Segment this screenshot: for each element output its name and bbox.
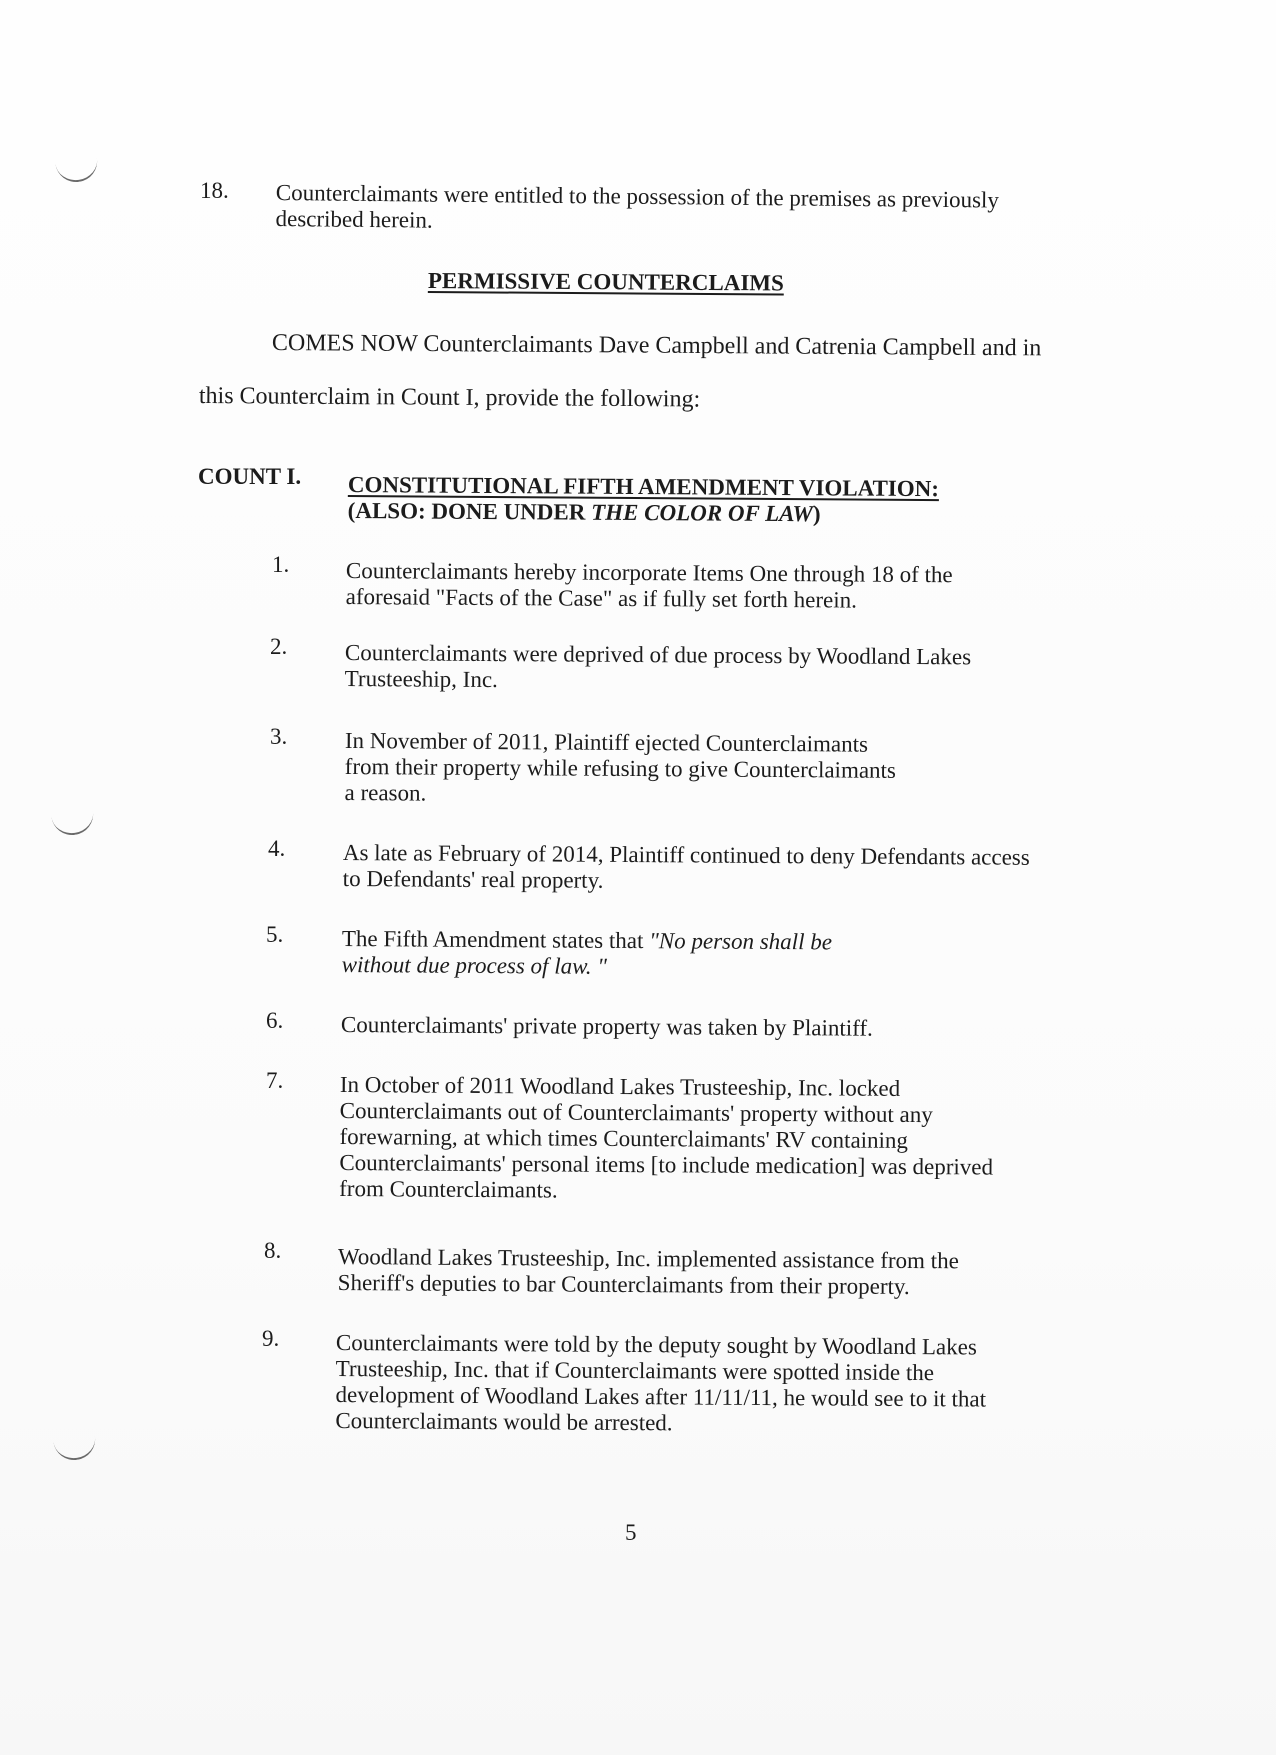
item-4-text bbox=[343, 840, 1030, 897]
item-3-line-1: In November of 2011, Plaintiff ejected Counterclaimants bbox=[344, 728, 869, 757]
item-9-line-2: Trusteeship, Inc. that if Counterclaimants were spotted inside the bbox=[335, 1355, 935, 1386]
item-2-line-1: Counterclaimants were deprived of due process by Woodland Lakes bbox=[344, 640, 972, 670]
item-5-quote-line-2: without due process of law. " bbox=[341, 951, 608, 979]
item-3-line-2: from their property while refusing to give Counterclaimants bbox=[344, 753, 897, 783]
item-5-prefix: The Fifth Amendment states that bbox=[341, 926, 650, 954]
item-3-text bbox=[344, 728, 896, 810]
item-9-line-4: Counterclaimants would be arrested. bbox=[335, 1407, 673, 1436]
intro-line-2: this Counterclaim in Count I, provide the following: bbox=[198, 383, 701, 413]
item-5-number: 5. bbox=[266, 922, 284, 947]
item-7-line-3: forewarning, at which times Counterclaimants' RV containing bbox=[339, 1123, 909, 1153]
item-7-line-2: Counterclaimants out of Counterclaimants' property without any bbox=[339, 1097, 933, 1128]
count-title-prefix: (ALSO: DONE UNDER bbox=[347, 497, 592, 525]
item-6-text bbox=[341, 1012, 873, 1042]
item-2-number: 2. bbox=[270, 634, 288, 659]
item-2-text bbox=[345, 640, 972, 696]
item-7-line-5: from Counterclaimants. bbox=[339, 1175, 558, 1203]
item-8-line-2: Sheriff's deputies to bar Counterclaimants from their property. bbox=[337, 1269, 910, 1299]
intro-line-1: COMES NOW Counterclaimants Dave Campbell and Catrenia Campbell and in bbox=[271, 330, 1042, 362]
item-3-line-3: a reason. bbox=[344, 779, 427, 806]
item-3-number: 3. bbox=[270, 724, 288, 749]
count-label: COUNT I. bbox=[198, 464, 302, 489]
item-8-number: 8. bbox=[264, 1238, 282, 1263]
item-1-line-1: Counterclaimants hereby incorporate Items One through 18 of the bbox=[345, 558, 953, 588]
item-18-line-1: Counterclaimants were entitled to the possession of the premises as previously bbox=[275, 180, 1000, 213]
item-4-number: 4. bbox=[268, 836, 286, 861]
item-7-line-1: In October of 2011 Woodland Lakes Trusteeship, Inc. locked bbox=[339, 1072, 901, 1101]
item-8-text bbox=[338, 1244, 959, 1300]
count-title-italic: THE COLOR OF LAW bbox=[591, 499, 813, 527]
item-9-line-1: Counterclaimants were told by the deputy sought by Woodland Lakes bbox=[335, 1330, 977, 1360]
item-7-line-4: Counterclaimants' personal items [to include medication] was deprived bbox=[339, 1149, 994, 1180]
item-2-line-2: Trusteeship, Inc. bbox=[344, 665, 498, 693]
item-18-text bbox=[275, 180, 999, 240]
item-5-text bbox=[342, 926, 832, 981]
item-7-number: 7. bbox=[266, 1068, 284, 1093]
count-title-line-2 bbox=[348, 498, 939, 528]
count-title-suffix: ) bbox=[812, 501, 821, 527]
item-1-line-2: aforesaid "Facts of the Case" as if fully set forth herein. bbox=[345, 583, 858, 613]
punch-hole-mark-bottom bbox=[52, 1427, 98, 1463]
punch-hole-mark-middle bbox=[50, 802, 96, 838]
item-9-text bbox=[335, 1330, 986, 1439]
section-heading: PERMISSIVE COUNTERCLAIMS bbox=[427, 268, 784, 296]
item-7-text bbox=[339, 1072, 994, 1207]
item-5-line-1 bbox=[342, 926, 832, 955]
item-1-number: 1. bbox=[272, 552, 290, 577]
page-number: 5 bbox=[625, 1520, 637, 1545]
item-9-line-3: development of Woodland Lakes after 11/11/11, he would see to it that bbox=[335, 1381, 987, 1412]
item-6-line-1: Counterclaimants' private property was taken by Plaintiff. bbox=[340, 1012, 873, 1041]
item-18-number: 18. bbox=[200, 178, 229, 203]
item-4-line-2: to Defendants' real property. bbox=[342, 865, 604, 893]
item-8-line-1: Woodland Lakes Trusteeship, Inc. implemented assistance from the bbox=[337, 1244, 959, 1274]
item-5-quote-line-1: "No person shall be bbox=[649, 928, 833, 955]
item-4-line-1: As late as February of 2014, Plaintiff continued to deny Defendants access bbox=[342, 840, 1030, 870]
count-title-line-1: CONSTITUTIONAL FIFTH AMENDMENT VIOLATION: bbox=[347, 472, 940, 502]
item-18-line-2: described herein. bbox=[275, 205, 433, 233]
count-title bbox=[348, 472, 939, 528]
punch-hole-mark-top bbox=[54, 149, 100, 185]
item-6-number: 6. bbox=[266, 1008, 284, 1033]
item-9-number: 9. bbox=[262, 1326, 280, 1351]
item-1-text bbox=[346, 558, 953, 614]
